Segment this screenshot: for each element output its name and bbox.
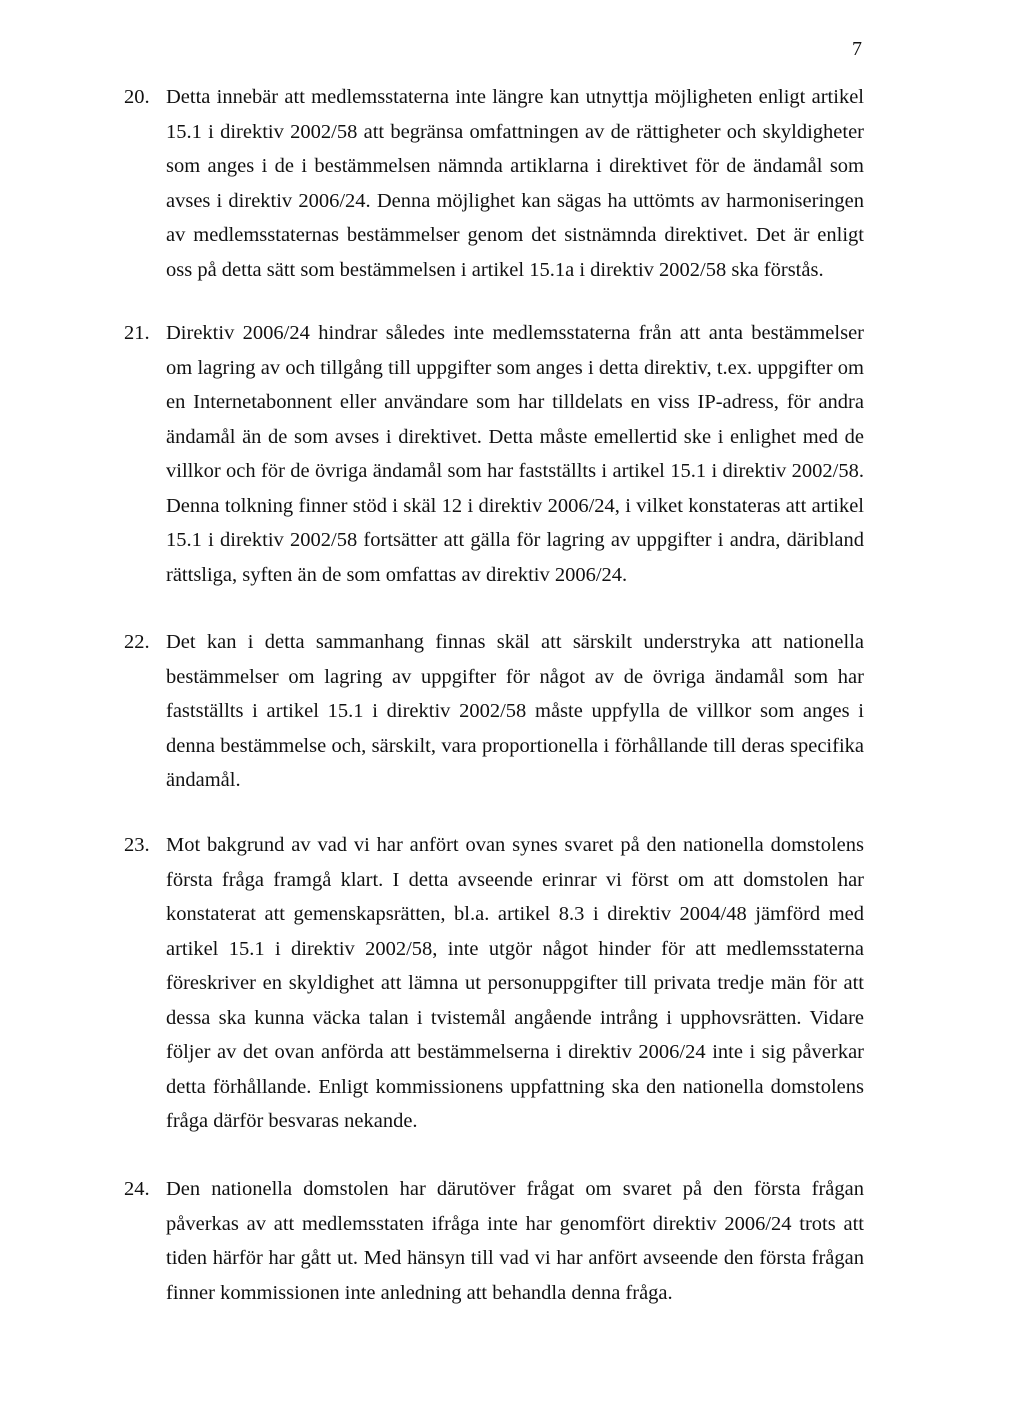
paragraph-text: Direktiv 2006/24 hindrar således inte medlemsstaterna från att anta bestämmelser om lagring av och tillgång till uppgifter som anges i detta direktiv, t.ex. uppgifter om en Internetabonnent eller användare som har tilldelats en viss IP-adress, för andra ändamål än de som avses i direktivet. Detta måste emellertid ske i enlighet med de villkor och för de övriga ändamål som har fastställts i artikel 15.1 i direktiv 2002/58. Denna tolkning finner stöd i skäl 12 i direktiv 2006/24, i vilket konstateras att artikel 15.1 i direktiv 2002/58 fortsätter att gälla för lagring av uppgifter i andra, däribland rättsliga, syften än de som omfattas av direktiv 2006/24. — [166, 322, 864, 586]
paragraph-number: 21. — [124, 322, 150, 344]
page-number: 7 — [852, 38, 862, 60]
paragraph-text: Det kan i detta sammanhang finnas skäl att särskilt understryka att nationella bestämmelser om lagring av uppgifter för något av de övriga ändamål som har fastställts i artikel 15.1 i direktiv 2002/58 måste uppfylla de villkor som anges i denna bestämmelse och, särskilt, vara proportionella i förhållande till deras specifika ändamål. — [166, 631, 864, 791]
paragraph-24 — [124, 1172, 864, 1310]
paragraph-20 — [124, 80, 864, 287]
paragraph-number: 20. — [124, 86, 150, 108]
paragraph-number: 22. — [124, 631, 150, 653]
paragraph-number: 23. — [124, 834, 150, 856]
paragraph-text: Den nationella domstolen har därutöver frågat om svaret på den första frågan påverkas av att medlemsstaten ifråga inte har genomfört direktiv 2006/24 trots att tiden härför har gått ut. Med hänsyn till vad vi har anfört avseende den första frågan finner kommissionen inte anledning att behandla denna fråga. — [166, 1178, 864, 1304]
paragraph-23 — [124, 828, 864, 1139]
paragraph-number: 24. — [124, 1178, 150, 1200]
paragraph-text: Detta innebär att medlemsstaterna inte längre kan utnyttja möjligheten enligt artikel 15.1 i direktiv 2002/58 att begränsa omfattningen av de rättigheter och skyldigheter som anges i de i bestämmelsen nämnda artiklarna i direktivet för de ändamål som avses i direktiv 2006/24. Denna möjlighet kan sägas ha uttömts av harmoniseringen av medlemsstaternas bestämmelser genom det sistnämnda direktivet. Det är enligt oss på detta sätt som bestämmelsen i artikel 15.1a i direktiv 2002/58 ska förstås. — [166, 86, 864, 281]
paragraph-22 — [124, 625, 864, 798]
paragraph-21 — [124, 316, 864, 592]
paragraph-text: Mot bakgrund av vad vi har anfört ovan synes svaret på den nationella domstolens första fråga framgå klart. I detta avseende erinrar vi först om att domstolen har konstaterat att gemenskapsrätten, bl.a. artikel 8.3 i direktiv 2004/48 jämförd med artikel 15.1 i direktiv 2002/58, inte utgör något hinder för att medlemsstaterna föreskriver en skyldighet att lämna ut personuppgifter till privata tredje män för att dessa ska kunna väcka talan i tvistemål angående intrång i upphovsrätten. Vidare följer av det ovan anförda att bestämmelserna i direktiv 2006/24 inte i sig påverkar detta förhållande. Enligt kommissionens uppfattning ska den nationella domstolens fråga därför besvaras nekande. — [166, 834, 864, 1132]
